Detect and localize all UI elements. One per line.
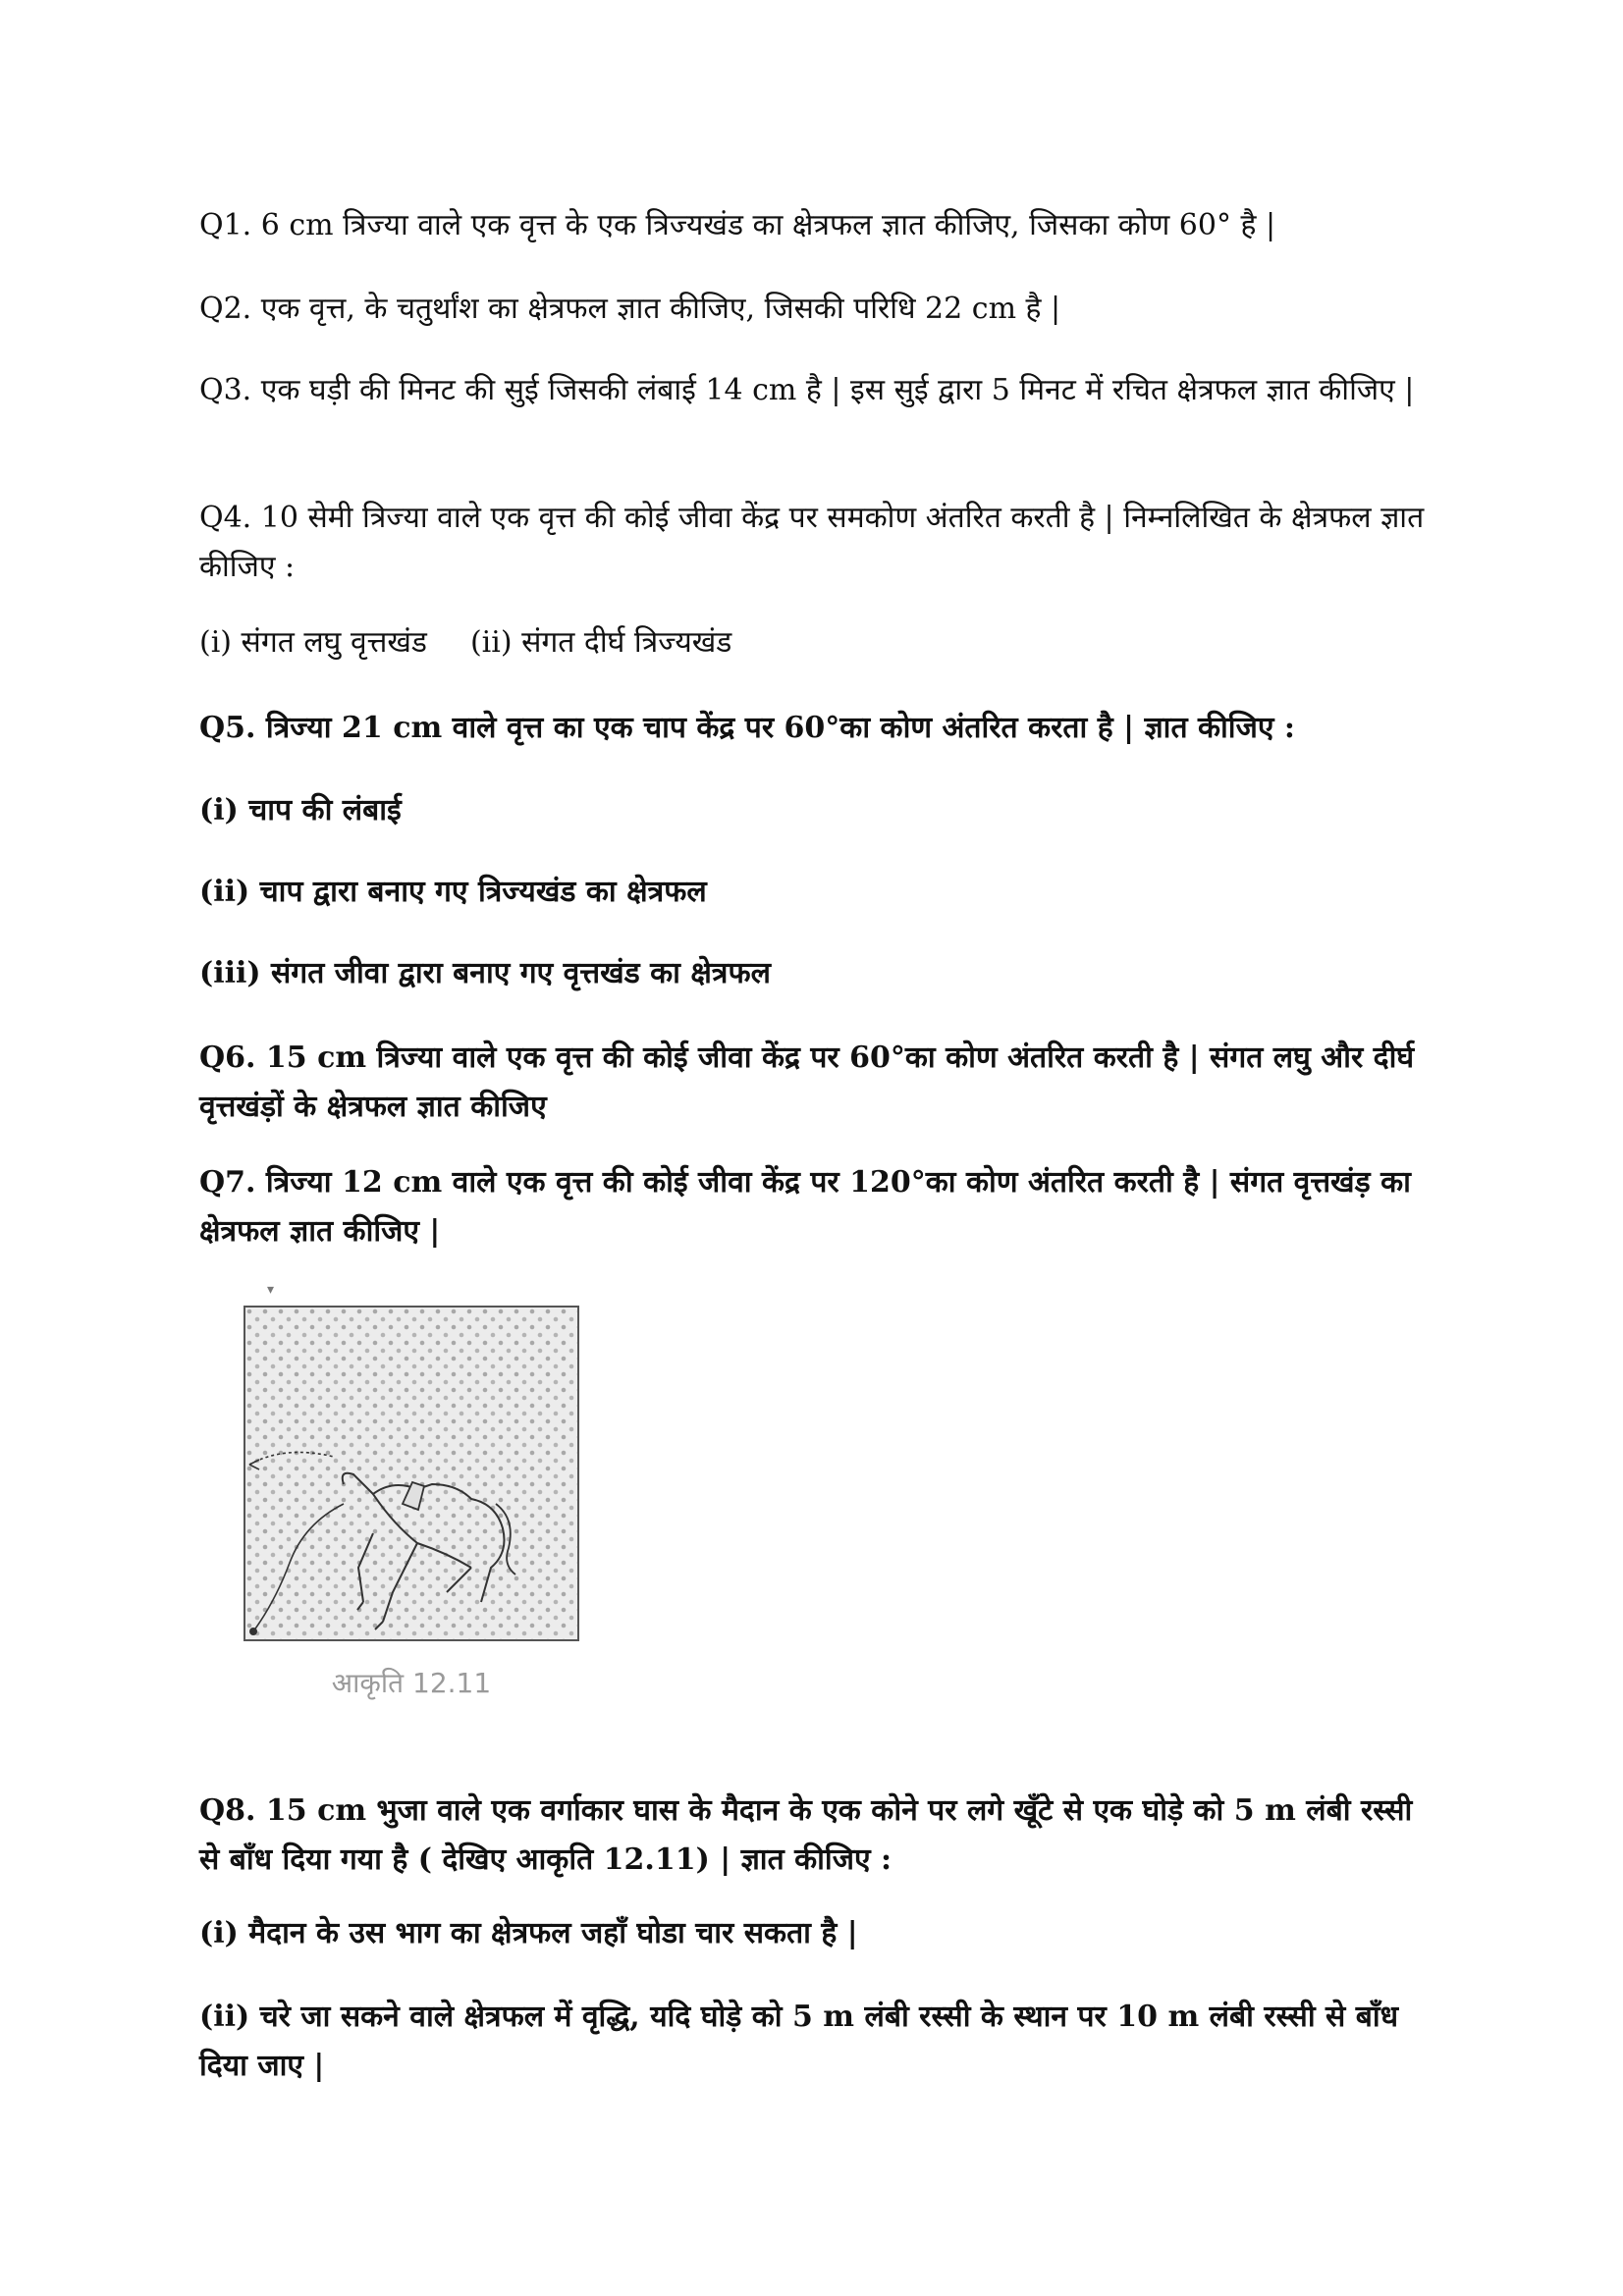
question-5-option-i: (i) चाप की लंबाई xyxy=(199,793,402,828)
figure-tick-mark: ▾ xyxy=(267,1282,275,1298)
question-3: Q3. एक घड़ी की मिनट की सुई जिसकी लंबाई 14 cm है | इस सुई द्वारा 5 मिनट में रचित क्षेत्रफल ज्ञात कीजिए | xyxy=(199,373,1415,407)
question-8: Q8. 15 cm भुजा वाले एक वर्गाकार घास के मैदान के एक कोने पर लगे खूँटे से एक घोड़े को 5 m लंबी रस्सी से बाँध दिया गया है ( देखिए आकृति 12.11) | ज्ञात कीजिए : xyxy=(199,1793,1413,1877)
question-5-option-ii: (ii) चाप द्वारा बनाए गए त्रिज्यखंड का क्षेत्रफल xyxy=(199,875,707,909)
horse-field-illustration xyxy=(245,1308,577,1639)
question-4-options xyxy=(199,618,1436,667)
question-4: Q4. 10 सेमी त्रिज्या वाले एक वृत्त की कोई जीवा केंद्र पर समकोण अंतरित करती है | निम्नलिखित के क्षेत्रफल ज्ञात कीजिए : xyxy=(199,501,1425,584)
question-5: Q5. त्रिज्या 21 cm वाले वृत्त का एक चाप केंद्र पर 60°का कोण अंतरित करता है | ज्ञात कीजिए : xyxy=(199,711,1295,745)
question-7: Q7. त्रिज्या 12 cm वाले एक वृत्त की कोई जीवा केंद्र पर 120°का कोण अंतरित करती है | संगत वृत्तखंड़ का क्षेत्रफल ज्ञात कीजिए | xyxy=(199,1165,1411,1249)
question-5-option-iii: (iii) संगत जीवा द्वारा बनाए गए वृत्तखंड का क्षेत्रफल xyxy=(199,956,771,990)
question-8-option-i: (i) मैदान के उस भाग का क्षेत्रफल जहाँ घोडा चार सकता है | xyxy=(199,1916,858,1950)
question-2: Q2. एक वृत्त, के चतुर्थांश का क्षेत्रफल ज्ञात कीजिए, जिसकी परिधि 22 cm है | xyxy=(199,292,1061,326)
figure-caption: आकृति 12.11 xyxy=(331,1667,492,1699)
question-6: Q6. 15 cm त्रिज्या वाले एक वृत्त की कोई जीवा केंद्र पर 60°का कोण अंतरित करती है | संगत लघु और दीर्घ वृत्तखंड़ों के क्षेत्रफल ज्ञात कीजिए xyxy=(199,1041,1415,1124)
question-1: Q1. 6 cm त्रिज्या वाले एक वृत्त के एक त्रिज्यखंड का क्षेत्रफल ज्ञात कीजिए, जिसका कोण 60° है | xyxy=(199,208,1276,242)
question-8-option-ii: (ii) चरे जा सकने वाले क्षेत्रफल में वृद्धि, यदि घोड़े को 5 m लंबी रस्सी के स्थान पर 10 m लंबी रस्सी से बाँध दिया जाए | xyxy=(199,2000,1399,2083)
question-4-option-i: (i) संगत लघु वृत्तखंड xyxy=(199,625,427,660)
horse-field-figure xyxy=(243,1306,579,1641)
question-4-option-ii: (ii) संगत दीर्घ त्रिज्यखंड xyxy=(469,625,732,660)
